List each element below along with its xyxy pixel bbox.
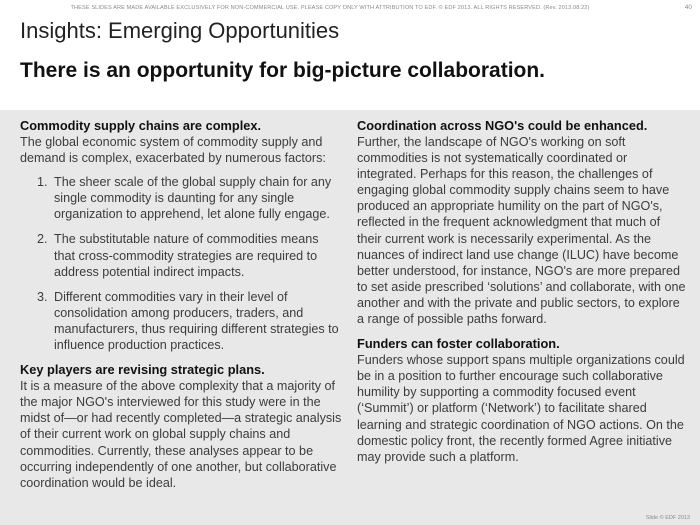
list-item xyxy=(20,231,346,279)
section-title: Insights: Emerging Opportunities xyxy=(20,18,340,43)
factor-list xyxy=(20,174,346,353)
block-heading: Key players are revising strategic plans. xyxy=(20,362,265,378)
block-body: Further, the landscape of NGO's working on soft commodities is not systematically coordinated or integrated. Perhaps for this reason, the challenges of engaging global commodity supply chains seem to have produced an appropriate humility on the part of NGO's, reflected in the frequent acknowledgment that much of their current work is necessarily experimental. As the nuances of indirect land use change (ILUC) have become better understood, for instance, NGO's are more prepared to set aside prescribed ‘solutions’ and collaborate, with one another and with the private and public sectors, to explore a range of possible paths forward. xyxy=(357,135,686,327)
list-number: 1. xyxy=(37,175,48,190)
funders-block xyxy=(357,336,687,465)
list-item xyxy=(20,174,346,222)
block-body: It is a measure of the above complexity that a majority of the major NGO's interviewed for this study were in the midst of—or had recently completed—a strategic analysis of their current work on global supply chains and commodities. Currently, these analyses appear to be occurring independently of one another, but collaborative coordination would be ideal. xyxy=(20,379,342,490)
list-number: 3. xyxy=(37,289,48,304)
page-number: 40 xyxy=(684,4,692,11)
slide-headline: There is an opportunity for big-picture collaboration. xyxy=(20,59,546,82)
list-item-text: The sheer scale of the global supply chain for any single commodity is daunting for any single organization to apprehend, let alone fully engage. xyxy=(54,175,332,222)
list-item-text: The substitutable nature of commodities means that cross-commodity strategies are required to address potential indirect impacts. xyxy=(54,232,319,279)
list-item xyxy=(20,289,346,353)
disclaimer-text: THESE SLIDES ARE MADE AVAILABLE EXCLUSIVELY FOR NON-COMMERCIAL USE. PLEASE COPY ONLY WITH ATTRIBUTION TO EDF. © EDF 2013. ALL RIGHTS RESERVED. (Rev. 2013.08.22) xyxy=(70,5,590,11)
block-heading: Commodity supply chains are complex. xyxy=(20,118,262,133)
list-number: 2. xyxy=(37,232,48,247)
block-heading: Funders can foster collaboration. xyxy=(357,336,560,352)
list-item-text: Different commodities vary in their level of consolidation among producers, traders, and manufacturers, thus requiring different strategies to influence production practices. xyxy=(54,289,339,353)
block-intro: The global economic system of commodity supply and demand is complex, exacerbated by numerous factors: xyxy=(20,135,326,166)
supply-chain-block xyxy=(20,118,346,353)
strategic-plans-block xyxy=(20,362,346,491)
block-heading: Coordination across NGO's could be enhanced. xyxy=(357,118,648,133)
block-body: Funders whose support spans multiple organizations could be in a position to further encourage such collaborative humility by supporting a commodity focused event (‘Summit’) or platform (‘Network’) to facilitate shared learning and strategic coordination of NGO actions. On the domestic policy front, the recently formed Agree initiative may provide such a platform. xyxy=(357,353,685,464)
content-panel xyxy=(0,110,700,525)
footer-credit: Slide © EDF 2013 xyxy=(645,515,690,521)
right-column xyxy=(357,118,687,465)
left-column xyxy=(20,118,346,491)
ngo-coordination-block xyxy=(357,118,687,327)
